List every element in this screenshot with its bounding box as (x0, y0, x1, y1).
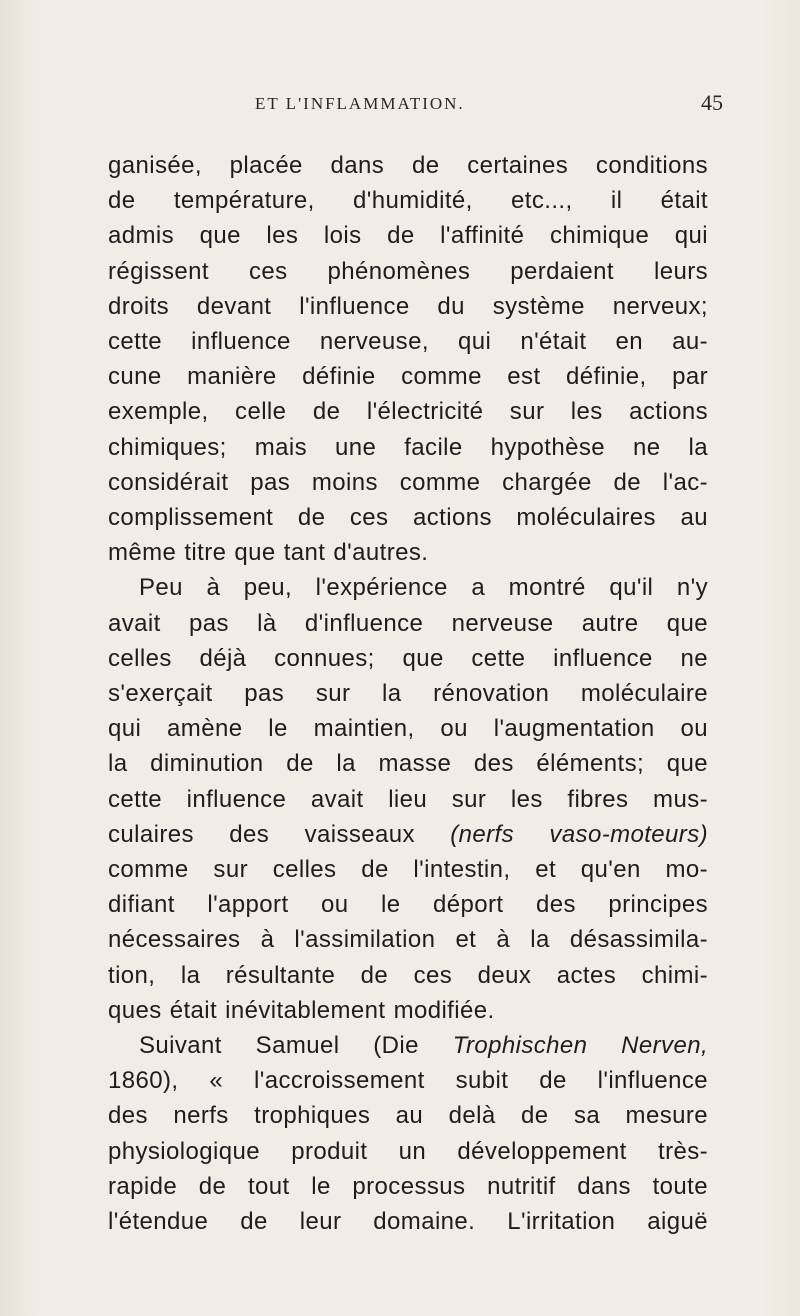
text-line: qui amène le maintien, ou l'augmentation ou (108, 715, 708, 743)
text-line: complissement de ces actions moléculaires au (108, 504, 708, 532)
body-text (108, 148, 708, 1239)
text-line: Peu à peu, l'expérience a montré qu'il n'y (139, 574, 708, 602)
text-line: physiologique produit un développement très- (108, 1137, 708, 1165)
text-line: la diminution de la masse des éléments; que (108, 750, 708, 778)
text-line: avait pas là d'influence nerveuse autre que (108, 609, 708, 637)
text-line: même titre que tant d'autres. (108, 539, 429, 567)
text-line: celles déjà connues; que cette influence ne (108, 644, 708, 672)
text-line: exemple, celle de l'électricité sur les actions (108, 398, 708, 426)
text-line: régissent ces phénomènes perdaient leurs (108, 257, 708, 285)
text-line: 1860), « l'accroissement subit de l'influence (108, 1067, 708, 1095)
italic-term: (nerfs vaso-moteurs) (450, 820, 708, 848)
text-line: cette influence nerveuse, qui n'était en au- (108, 328, 708, 356)
text-line: de température, d'humidité, etc..., il était (108, 187, 708, 215)
text-line: rapide de tout le processus nutritif dans toute (108, 1172, 708, 1200)
text-line: comme sur celles de l'intestin, et qu'en mo- (108, 856, 708, 884)
text-line: des nerfs trophiques au delà de sa mesure (108, 1102, 708, 1130)
text-line: considérait pas moins comme chargée de l'ac- (108, 468, 708, 496)
text-line: l'étendue de leur domaine. L'irritation aiguë (108, 1208, 708, 1236)
text-line: tion, la résultante de ces deux actes chimi- (108, 961, 708, 989)
text-line: difiant l'apport ou le déport des principes (108, 891, 708, 919)
text-line: cune manière définie comme est définie, par (108, 363, 708, 391)
text-line: ganisée, placée dans de certaines conditions (108, 152, 708, 179)
text-line: droits devant l'influence du système nerveux; (108, 292, 708, 320)
text-segment: Suivant Samuel (Die (139, 1032, 453, 1060)
text-line: chimiques; mais une facile hypothèse ne la (108, 433, 708, 461)
text-line: ques était inévitablement modifiée. (108, 996, 495, 1024)
text-line-with-italic (108, 1028, 708, 1063)
page-number: 45 (701, 90, 723, 115)
text-line: s'exerçait pas sur la rénovation moléculaire (108, 680, 708, 708)
text-line-with-italic (108, 817, 708, 852)
text-line: cette influence avait lieu sur les fibres mus- (108, 785, 708, 813)
running-head: ET L'INFLAMMATION. (255, 94, 465, 113)
text-line: nécessaires à l'assimilation et à la désassimila- (108, 926, 708, 954)
italic-title: Trophischen Nerven, (452, 1032, 709, 1060)
text-line: admis que les lois de l'affinité chimique qui (108, 222, 708, 250)
text-segment: culaires des vaisseaux (108, 820, 415, 848)
